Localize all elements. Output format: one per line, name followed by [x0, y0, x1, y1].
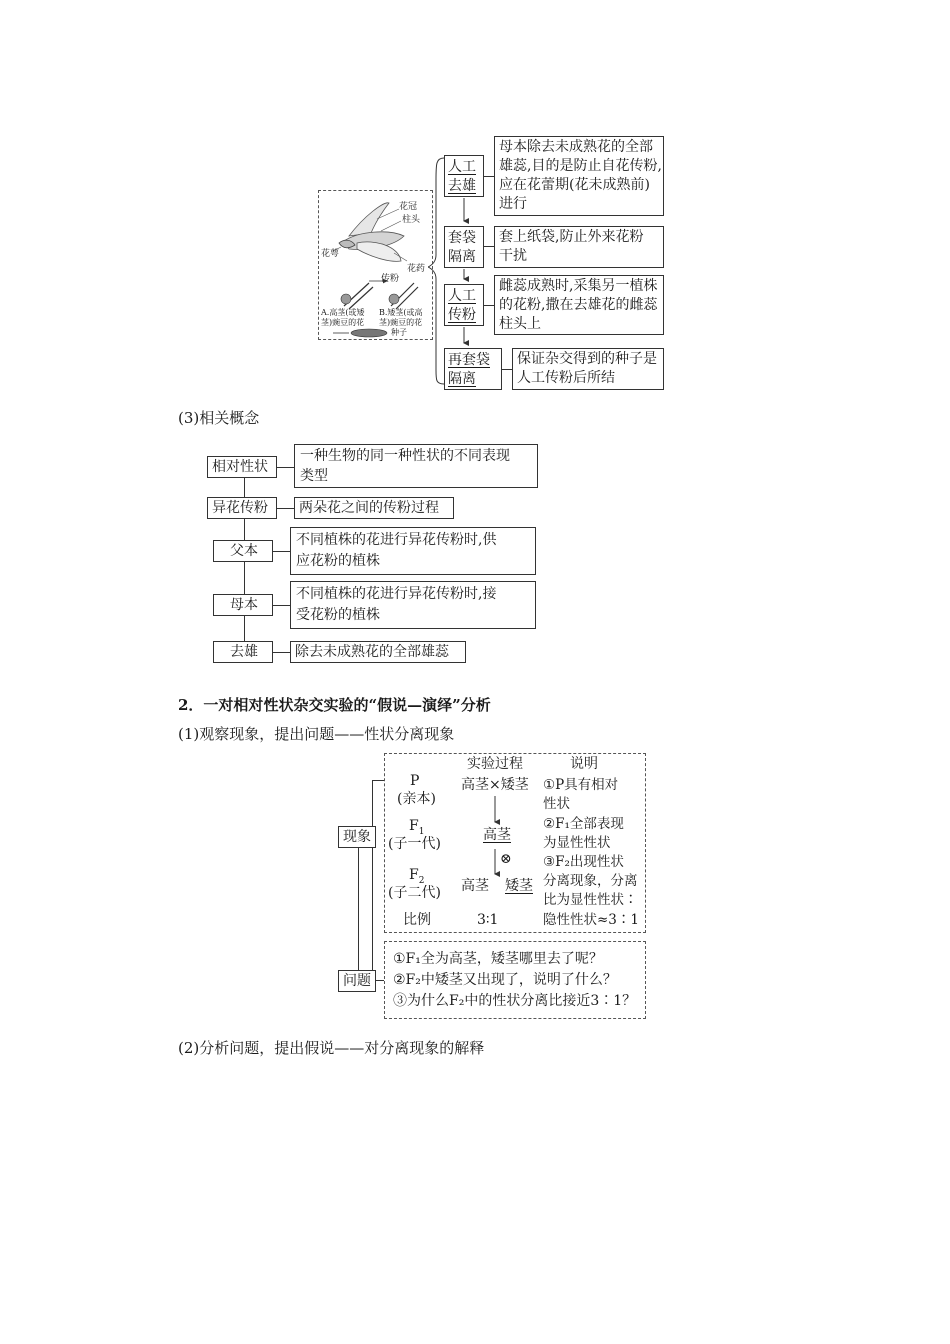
sepal-label: 花萼	[321, 249, 340, 259]
tree-branch	[372, 780, 373, 980]
tree-trunk	[358, 848, 359, 978]
pollen-label: 传粉	[381, 274, 400, 284]
step-2-desc: 套上纸袋,防止外来花粉 干扰	[494, 226, 664, 268]
question-3: ③为什么F₂中的性状分离比接近3∶1？	[393, 993, 637, 1009]
concept-term-2: 异花传粉	[207, 497, 277, 519]
phenomenon-label: 现象	[338, 826, 376, 848]
note-8: 隐性性状≈3∶1	[543, 912, 639, 928]
note-4: 为显性性状	[543, 835, 611, 851]
note-1: ①P具有相对	[543, 777, 619, 793]
section-3-title: (3)相关概念	[178, 409, 260, 427]
connector	[484, 246, 494, 247]
ratio-label: 比例	[403, 912, 431, 928]
concept-term-1: 相对性状	[207, 456, 277, 478]
connector	[273, 605, 290, 606]
caption-b-1: B.矮茎(或高	[379, 308, 423, 317]
concept-term-3: 父本	[213, 540, 273, 562]
phenomenon-box	[384, 753, 646, 933]
concept-desc-5: 除去未成熟花的全部雄蕊	[290, 641, 466, 663]
question-1: ①F₁全为高茎，矮茎哪里去了呢？	[393, 951, 603, 967]
section-2-title: 2．一对相对性状杂交实验的“假说—演绎”分析	[178, 696, 491, 714]
step-2-label: 套袋 隔离	[444, 226, 484, 268]
selfing-icon: ⊗	[500, 851, 512, 867]
stigma-label: 柱头	[402, 215, 421, 225]
step-1-label: 人工 去雄	[444, 155, 484, 197]
connector	[273, 652, 290, 653]
connector	[484, 176, 494, 177]
step-4-label: 再套袋 隔离	[444, 348, 502, 390]
caption-a-1: A.高茎(或矮	[321, 308, 365, 317]
petal-label: 花冠	[399, 202, 418, 212]
caption-a-2: 茎)豌豆的花	[321, 318, 365, 327]
caption-b-2: 茎)豌豆的花	[379, 318, 423, 327]
note-7: 比为显性性状∶	[543, 892, 638, 908]
concept-desc-3: 不同植株的花进行异花传粉时,供 应花粉的植株	[290, 527, 536, 575]
question-label: 问题	[338, 970, 376, 992]
seed-label: 种子	[391, 328, 407, 337]
anther-label: 花药	[407, 264, 426, 274]
col-note: 说明	[570, 756, 598, 772]
col-process: 实验过程	[467, 756, 523, 772]
f2-label: $F_2$	[409, 867, 425, 886]
question-2: ②F₂中矮茎又出现了，说明了什么？	[393, 972, 617, 988]
note-5: ③F₂出现性状	[543, 854, 624, 870]
f2-sub: (子二代)	[388, 885, 441, 901]
connector	[277, 508, 294, 509]
concept-desc-2: 两朵花之间的传粉过程	[294, 497, 454, 519]
connector	[372, 780, 384, 781]
f1-result: 高茎	[483, 827, 511, 843]
cross: 高茎×矮茎	[461, 777, 529, 793]
step-arrows	[454, 195, 474, 355]
note-6: 分离现象，分离	[543, 873, 638, 889]
connector	[502, 369, 512, 370]
section-2-sub1: (1)观察现象，提出问题——性状分离现象	[178, 725, 455, 743]
step-4-desc: 保证杂交得到的种子是 人工传粉后所结	[512, 348, 664, 390]
section-2-sub2: (2)分析问题，提出假说——对分离现象的解释	[178, 1039, 485, 1057]
concept-term-4: 母本	[213, 594, 273, 616]
connector	[273, 551, 290, 552]
connector	[277, 467, 294, 468]
connector	[484, 305, 494, 306]
concept-desc-4: 不同植株的花进行异花传粉时,接 受花粉的植株	[290, 581, 536, 629]
step-1-desc: 母本除去未成熟花的全部 雄蕊,目的是防止自花传粉, 应在花蕾期(花未成熟前) 进行	[494, 136, 664, 216]
step-3-label: 人工 传粉	[444, 284, 484, 326]
f2-short: 矮茎	[505, 878, 533, 894]
flower-figure	[318, 190, 433, 340]
concept-desc-1: 一种生物的同一种性状的不同表现 类型	[294, 444, 538, 488]
p-label: P	[410, 773, 420, 789]
note-3: ②F₁全部表现	[543, 816, 624, 832]
p-sub: (亲本)	[397, 791, 436, 807]
ratio: 3∶1	[477, 912, 499, 928]
f2-tall: 高茎	[461, 878, 489, 894]
step-3-desc: 雌蕊成熟时,采集另一植株 的花粉,撒在去雄花的雌蕊 柱头上	[494, 275, 664, 335]
concept-term-5: 去雄	[213, 641, 273, 663]
process-arrows	[485, 794, 505, 884]
f1-label: $F_1$	[409, 818, 425, 837]
note-2: 性状	[543, 796, 570, 812]
f1-sub: (子一代)	[388, 836, 441, 852]
question-box	[384, 941, 646, 1019]
